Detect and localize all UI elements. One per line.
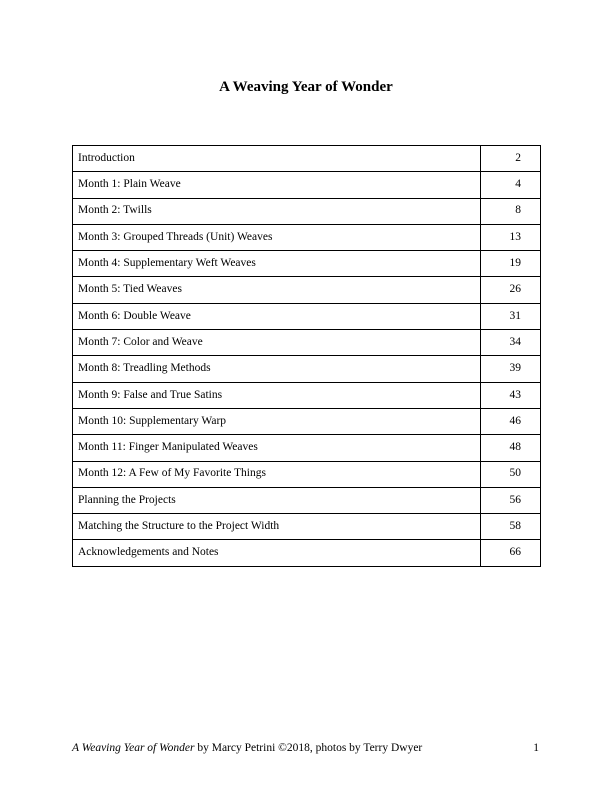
toc-entry-title: Month 9: False and True Satins bbox=[73, 382, 481, 408]
toc-row bbox=[73, 198, 541, 224]
toc-entry-page: 66 bbox=[481, 540, 541, 566]
footer-page-number: 1 bbox=[533, 742, 539, 754]
toc-entry-page: 13 bbox=[481, 224, 541, 250]
toc-row bbox=[73, 487, 541, 513]
toc-entry-title: Month 2: Twills bbox=[73, 198, 481, 224]
toc-entry-title: Month 8: Treadling Methods bbox=[73, 356, 481, 382]
toc-entry-title: Matching the Structure to the Project Width bbox=[73, 514, 481, 540]
toc-entry-title: Month 1: Plain Weave bbox=[73, 172, 481, 198]
toc-entry-page: 8 bbox=[481, 198, 541, 224]
toc-row bbox=[73, 408, 541, 434]
toc-entry-title: Planning the Projects bbox=[73, 487, 481, 513]
toc-entry-title: Month 7: Color and Weave bbox=[73, 330, 481, 356]
toc-entry-page: 43 bbox=[481, 382, 541, 408]
toc-body bbox=[73, 146, 541, 567]
toc-row bbox=[73, 146, 541, 172]
toc-entry-page: 4 bbox=[481, 172, 541, 198]
toc-entry-page: 48 bbox=[481, 435, 541, 461]
table-of-contents bbox=[72, 145, 541, 567]
page-title: A Weaving Year of Wonder bbox=[219, 79, 393, 95]
toc-entry-page: 2 bbox=[481, 146, 541, 172]
toc-row bbox=[73, 540, 541, 566]
toc-row bbox=[73, 514, 541, 540]
toc-row bbox=[73, 435, 541, 461]
toc-row bbox=[73, 461, 541, 487]
toc-entry-title: Month 5: Tied Weaves bbox=[73, 277, 481, 303]
toc-entry-title: Month 10: Supplementary Warp bbox=[73, 408, 481, 434]
toc-row bbox=[73, 251, 541, 277]
toc-entry-title: Month 12: A Few of My Favorite Things bbox=[73, 461, 481, 487]
toc-entry-page: 34 bbox=[481, 330, 541, 356]
toc-row bbox=[73, 382, 541, 408]
toc-entry-page: 56 bbox=[481, 487, 541, 513]
toc-entry-page: 26 bbox=[481, 277, 541, 303]
toc-entry-page: 31 bbox=[481, 303, 541, 329]
footer-book-title: A Weaving Year of Wonder bbox=[72, 742, 195, 754]
toc-row bbox=[73, 356, 541, 382]
toc-entry-page: 46 bbox=[481, 408, 541, 434]
toc-row bbox=[73, 224, 541, 250]
footer-credit bbox=[72, 742, 422, 754]
toc-row bbox=[73, 330, 541, 356]
toc-entry-page: 58 bbox=[481, 514, 541, 540]
toc-entry-title: Acknowledgements and Notes bbox=[73, 540, 481, 566]
toc-entry-page: 19 bbox=[481, 251, 541, 277]
toc-row bbox=[73, 277, 541, 303]
toc-entry-page: 50 bbox=[481, 461, 541, 487]
toc-entry-page: 39 bbox=[481, 356, 541, 382]
toc-entry-title: Month 11: Finger Manipulated Weaves bbox=[73, 435, 481, 461]
toc-entry-title: Introduction bbox=[73, 146, 481, 172]
toc-entry-title: Month 6: Double Weave bbox=[73, 303, 481, 329]
toc-entry-title: Month 4: Supplementary Weft Weaves bbox=[73, 251, 481, 277]
toc-entry-title: Month 3: Grouped Threads (Unit) Weaves bbox=[73, 224, 481, 250]
toc-row bbox=[73, 172, 541, 198]
toc-row bbox=[73, 303, 541, 329]
footer-credit-text: by Marcy Petrini ©2018, photos by Terry Dwyer bbox=[194, 742, 423, 754]
